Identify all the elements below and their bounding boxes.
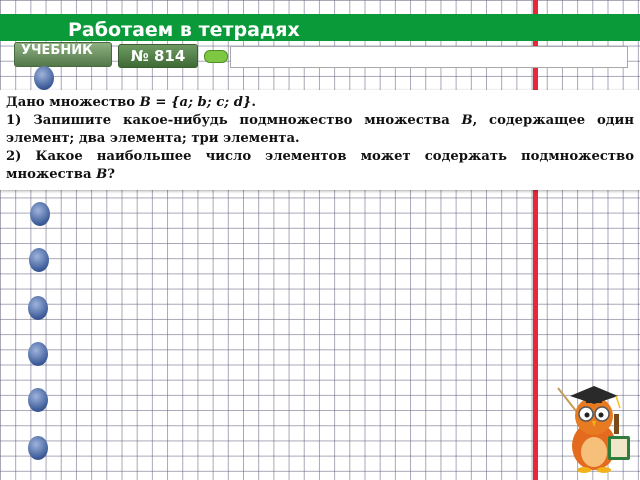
toggle-pill-icon[interactable] — [204, 50, 228, 63]
binder-ring-icon — [28, 296, 48, 320]
binder-ring-icon — [28, 388, 48, 412]
set-definition: B = {a; b; c; d} — [139, 95, 252, 110]
task-line-3: 2) Какое наибольшее число элементов может содержать подмножество множества B? — [6, 149, 634, 182]
notebook-margin-line — [533, 0, 538, 480]
owl-teacher-icon — [556, 374, 638, 474]
task-number-tab[interactable]: № 814 — [118, 44, 198, 68]
binder-ring-icon — [28, 436, 48, 460]
binder-ring-icon — [29, 248, 49, 272]
binder-ring-icon — [34, 66, 54, 90]
task-box — [0, 90, 640, 190]
textbook-tab[interactable]: УЧЕБНИК — [14, 42, 112, 67]
binder-ring-icon — [30, 202, 50, 226]
task-text — [6, 94, 634, 184]
task-line-1: Дано множество B = {a; b; c; d}. — [6, 95, 256, 110]
answer-field[interactable] — [230, 46, 628, 68]
page-title: Работаем в тетрадях — [68, 19, 300, 41]
binder-ring-icon — [28, 342, 48, 366]
task-line-2: 1) Запишите какое-нибудь подмножество множества B, содержащее один элемент; два элемента; три элемента. — [6, 113, 634, 146]
